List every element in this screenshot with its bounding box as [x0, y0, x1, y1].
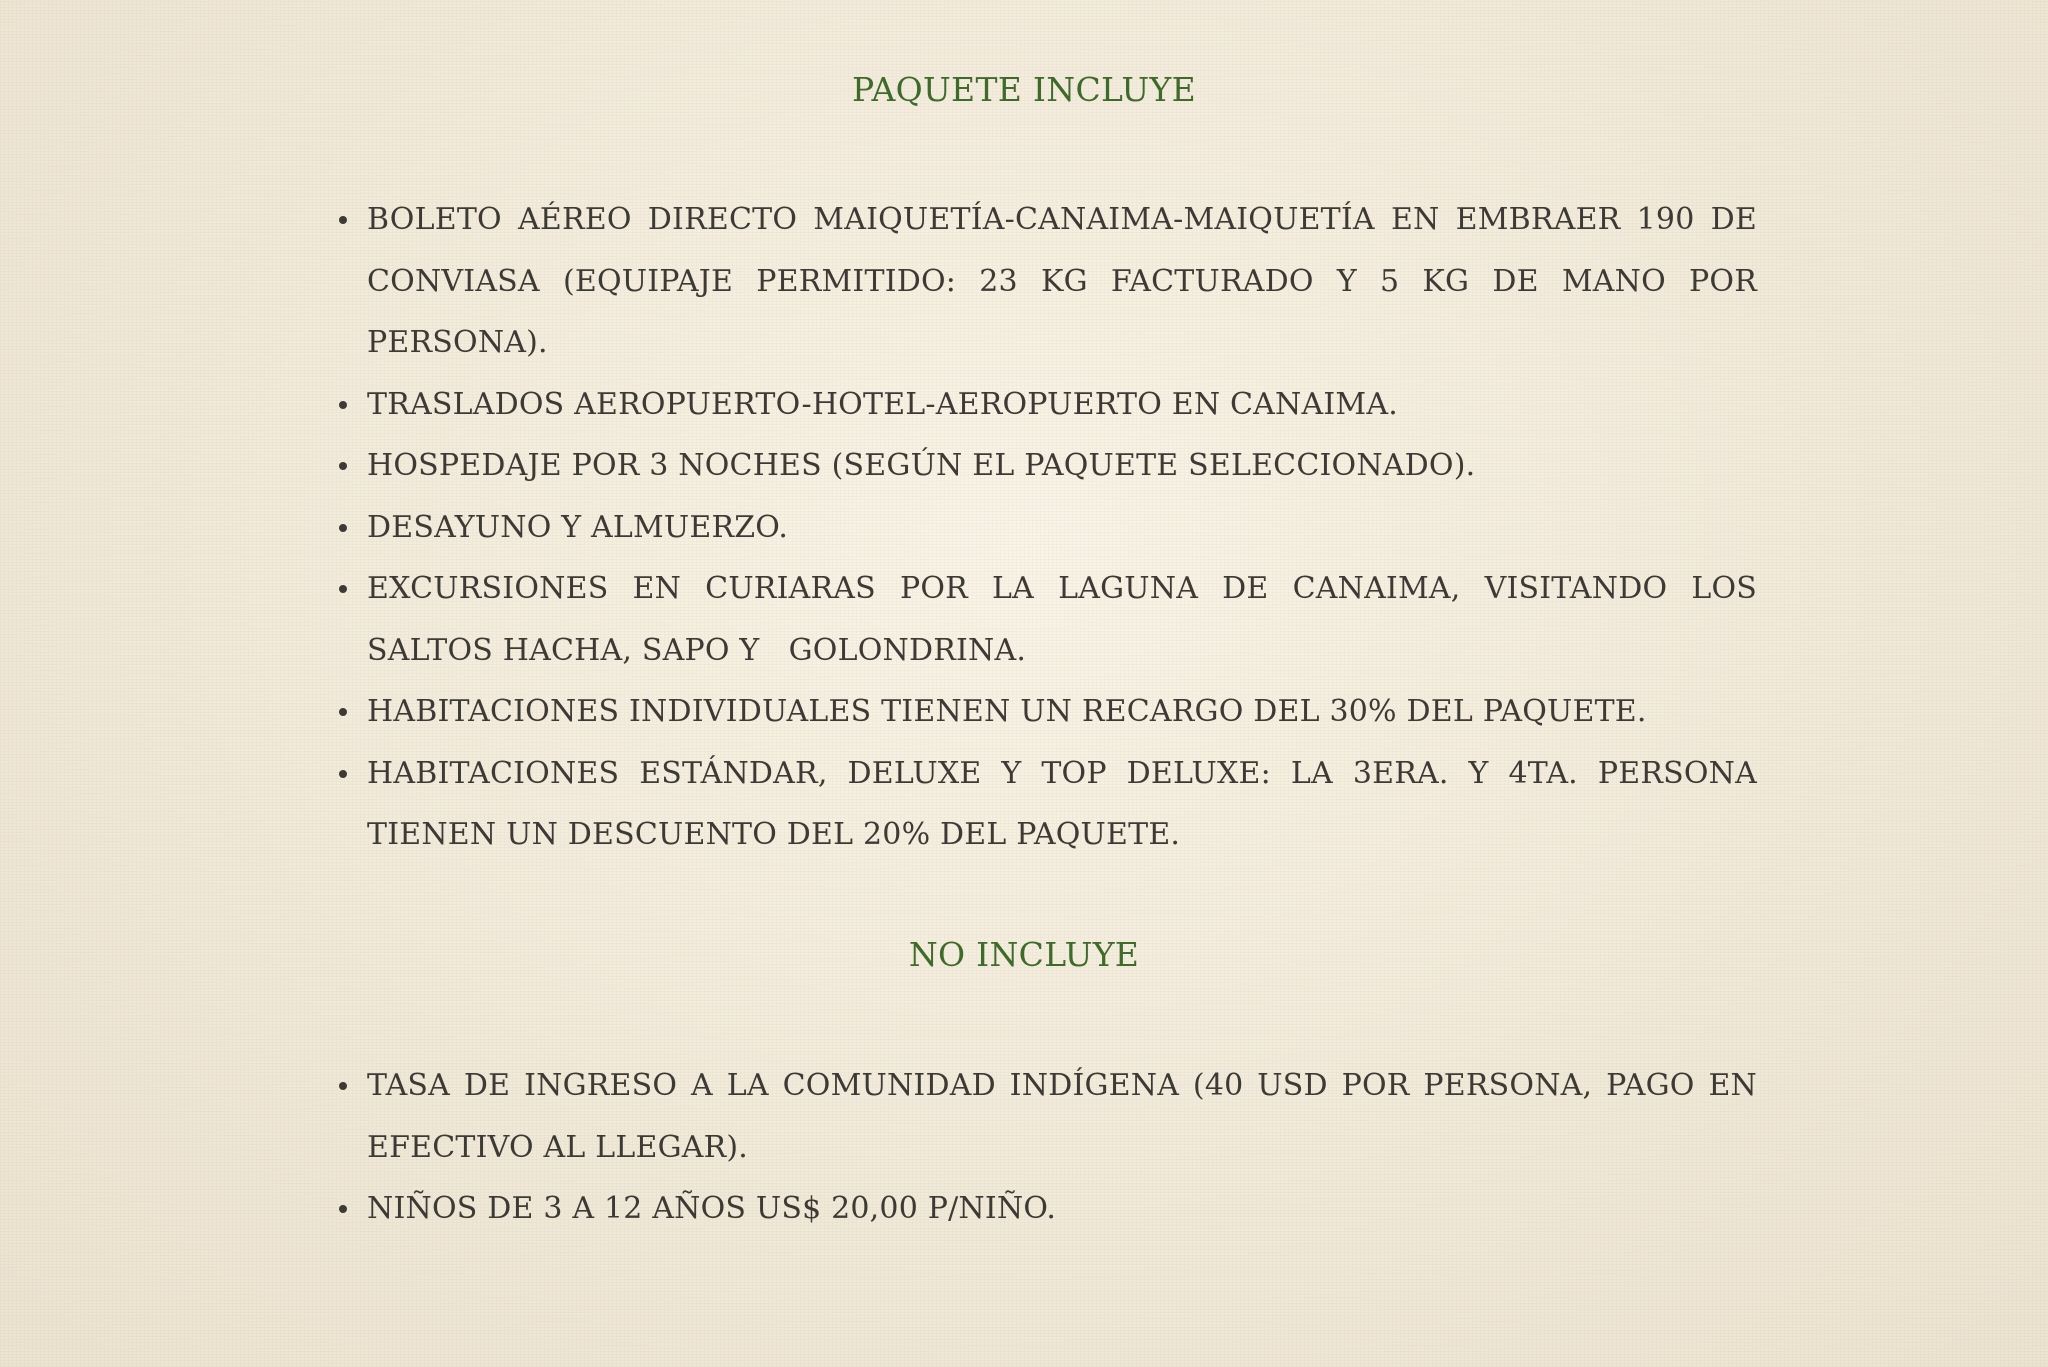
- includes-list: [367, 189, 1767, 866]
- includes-item-transfers: [367, 374, 1757, 436]
- list-item-text: TASA DE INGRESO A LA COMUNIDAD INDÍGENA (40 USD POR PERSONA, PAGO EN EFECTIVO AL LLEGAR).: [367, 1068, 1757, 1165]
- excludes-item-indigenous-fee: [367, 1055, 1757, 1178]
- includes-item-room-discount: [367, 743, 1757, 866]
- list-item-text: NIÑOS DE 3 A 12 AÑOS US$ 20,00 P/NIÑO.: [367, 1191, 1057, 1226]
- bullet-icon: [339, 708, 347, 716]
- includes-item-lodging: [367, 435, 1757, 497]
- list-item-text: HABITACIONES ESTÁNDAR, DELUXE Y TOP DELUXE: LA 3ERA. Y 4TA. PERSONA TIENEN UN DESCUENTO DEL 20% DEL PAQUETE.: [367, 755, 1757, 852]
- bullet-icon: [339, 1205, 347, 1213]
- bullet-icon: [339, 216, 347, 224]
- list-item-text: TRASLADOS AEROPUERTO-HOTEL-AEROPUERTO EN CANAIMA.: [367, 386, 1398, 422]
- bullet-icon: [339, 401, 347, 409]
- list-item-text: EXCURSIONES EN CURIARAS POR LA LAGUNA DE CANAIMA, VISITANDO LOS SALTOS HACHA, SAPO Y GOLONDRINA.: [367, 571, 1767, 668]
- list-item-text: DESAYUNO Y ALMUERZO.: [367, 509, 789, 545]
- bullet-icon: [339, 462, 347, 470]
- includes-item-flight: [367, 189, 1757, 374]
- excludes-heading: NO INCLUYE: [908, 935, 1140, 974]
- excludes-list: [367, 1055, 1757, 1240]
- bullet-icon: [339, 770, 347, 778]
- bullet-icon: [339, 1082, 347, 1090]
- includes-item-excursions: [367, 558, 1767, 681]
- excludes-item-children-fee: [367, 1178, 1757, 1240]
- includes-item-single-rooms: [367, 681, 1757, 743]
- list-item-text: HABITACIONES INDIVIDUALES TIENEN UN RECARGO DEL 30% DEL PAQUETE.: [367, 694, 1647, 729]
- list-item-text: HOSPEDAJE POR 3 NOCHES (SEGÚN EL PAQUETE SELECCIONADO).: [367, 448, 1476, 483]
- bullet-icon: [339, 524, 347, 532]
- list-item-text: BOLETO AÉREO DIRECTO MAIQUETÍA-CANAIMA-MAIQUETÍA EN EMBRAER 190 DE CONVIASA (EQUIPAJE PERMITIDO: 23 KG FACTURADO Y 5 KG DE MANO POR PERSONA).: [367, 202, 1757, 360]
- bullet-icon: [339, 585, 347, 593]
- includes-heading: PAQUETE INCLUYE: [851, 70, 1196, 109]
- includes-item-meals: [367, 497, 1757, 559]
